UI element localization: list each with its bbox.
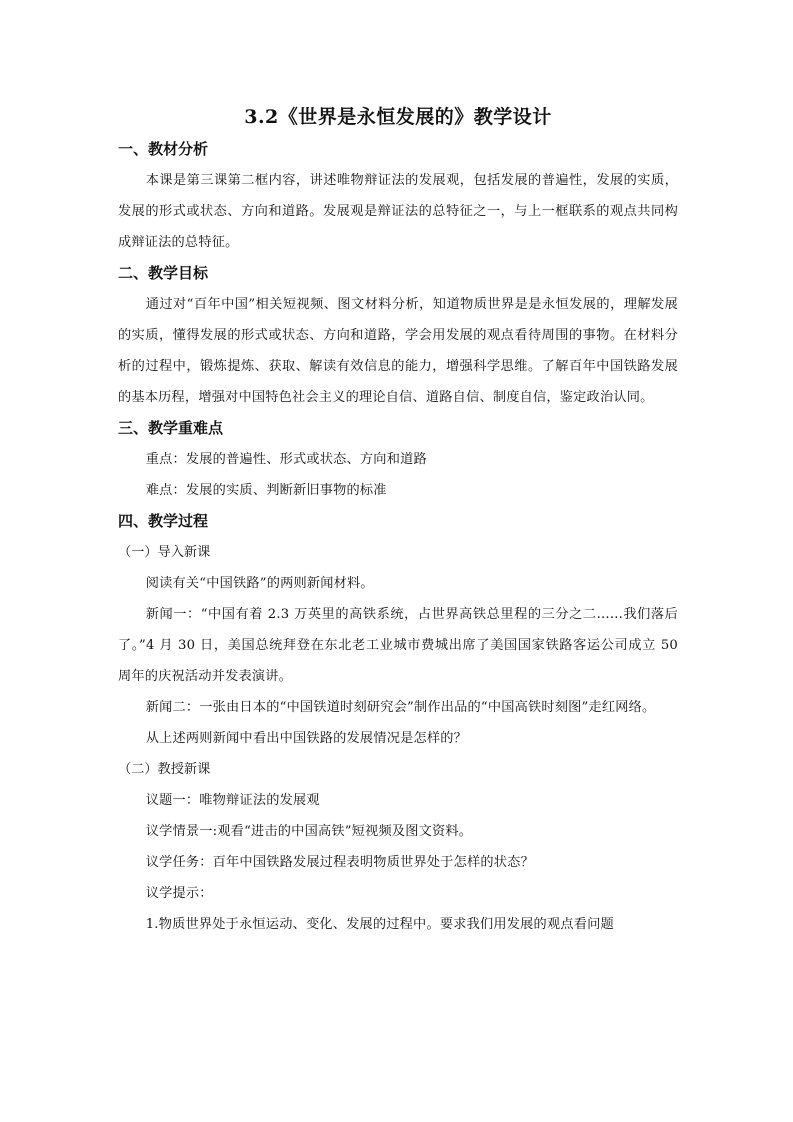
teaching-goals-paragraph: 通过对“百年中国”相关短视频、图文材料分析，知道物质世界是是永恒发展的，理解发展的实质，懂得发展的形式或状态、方向和道路，学会用发展的观点看待周围的事物。在材料分析的过程中，锻炼提炼、获取、解读有效信息的能力，增强科学思维。了解百年中国铁路发展的基本历程，增强对中国特色社会主义的理论自信、道路自信、制度自信，鉴定政治认同。 [118,297,678,405]
difficult-point-line: 难点：发展的实质、判断新旧事物的标准 [145,483,387,498]
section-heading-teaching-goals: 二、教学目标 [118,264,209,282]
textbook-analysis-paragraph: 本课是第三课第二框内容，讲述唯物辩证法的发展观，包括发展的普遍性，发展的实质，发展的形式或状态、方向和道路。发展观是辩证法的总特征之一，与上一框联系的观点共同构成辩证法的总特征。 [118,173,678,250]
hint-point-one-line: 1.物质世界处于永恒运动、变化、发展的过程中。要求我们用发展的观点看问题 [145,917,614,932]
document-body [118,100,678,940]
news-two-paragraph: 新闻二：一张由日本的“中国铁道时刻研究会”制作出品的“中国高铁时刻图”走红网络。 [145,700,656,715]
intro-reading-line: 阅读有关“中国铁路”的两则新闻材料。 [145,576,374,591]
subsection-intro-label: （一）导入新课 [118,545,211,560]
section-heading-textbook-analysis: 一、教材分析 [118,140,209,158]
topic-one-line: 议题一：唯物辩证法的发展观 [145,793,320,808]
subsection-new-lesson-label: （二）教授新课 [118,762,211,777]
section-heading-key-points: 三、教学重难点 [118,419,224,437]
key-point-line: 重点：发展的普遍性、形式或状态、方向和道路 [145,452,427,467]
hint-label-line: 议学提示： [145,886,213,901]
scene-one-line: 议学情景一:观看“进击的中国高铁”短视频及图文资料。 [145,824,473,839]
section-heading-teaching-process: 四、教学过程 [118,512,209,530]
page-title: 3.2《世界是永恒发展的》教学设计 [244,106,552,128]
intro-question-line: 从上述两则新闻中看出中国铁路的发展情况是怎样的？ [145,731,468,746]
news-one-paragraph: 新闻一：“中国有着 2.3 万英里的高铁系统，占世界高铁总里程的三分之二......我们落后了。”4 月 30 日，美国总统拜登在东北老工业城市费城出席了美国国家铁路客运公司成立 50 周年的庆祝活动并发表演讲。 [118,607,678,684]
task-line: 议学任务：百年中国铁路发展过程表明物质世界处于怎样的状态？ [145,855,534,870]
